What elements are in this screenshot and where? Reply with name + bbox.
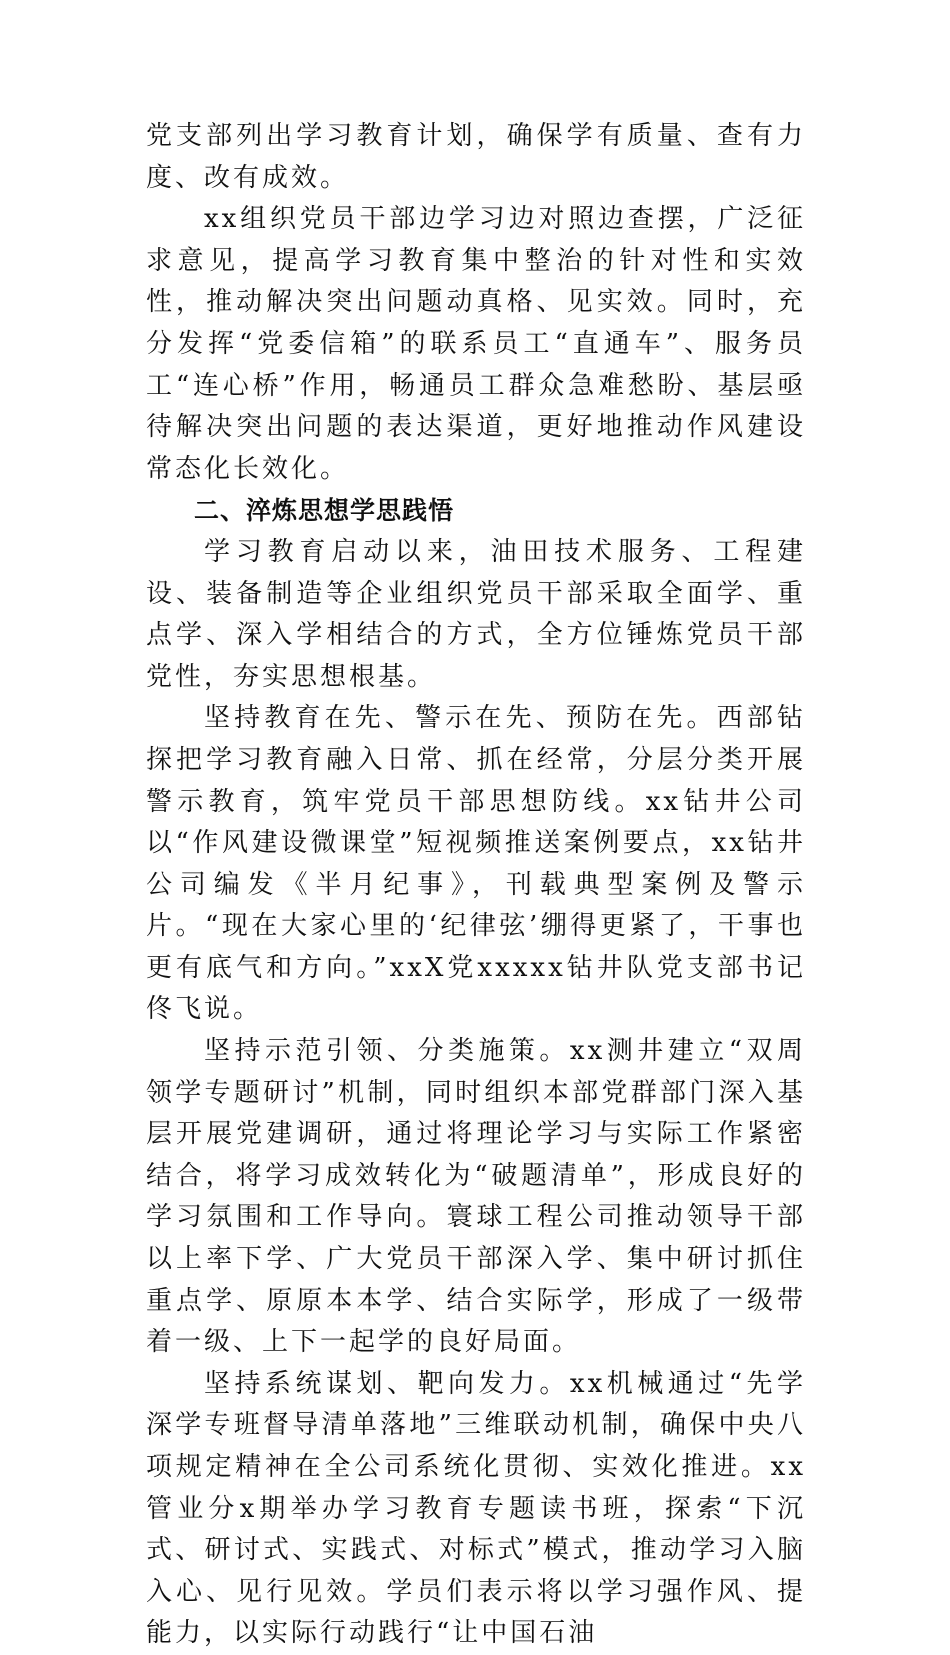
section-heading: 二、淬炼思想学思践悟 bbox=[194, 496, 455, 526]
paragraph: xx组织党员干部边学习边对照边查摆，广泛征求意见，提高学习教育集中整治的针对性和实效性，推动解决突出问题动真格、见实效。同时，充分发挥“党委信箱”的联系员工“直通车”、服务员工“连心桥”作用，畅通员工群众急难愁盼、基层亟待解决突出问题的表达渠道，更好地推动作风建设常态化长效化。 bbox=[146, 204, 806, 484]
paragraph: 学习教育启动以来，油田技术服务、工程建设、装备制造等企业组织党员干部采取全面学、重点学、深入学相结合的方式，全方位锤炼党员干部党性，夯实思想根基。 bbox=[146, 536, 806, 692]
paragraph: 坚持示范引领、分类施策。xx测井建立“双周领学专题研讨”机制，同时组织本部党群部门深入基层开展党建调研，通过将理论学习与实际工作紧密结合，将学习成效转化为“破题清单”，形成良好的学习氛围和工作导向。寰球工程公司推动领导干部以上率下学、广大党员干部深入学、集中研讨抓住重点学、原原本本学、结合实际学，形成了一级带着一级、上下一起学的良好局面。 bbox=[146, 1036, 806, 1358]
paragraph: 坚持系统谋划、靶向发力。xx机械通过“先学深学专班督导清单落地”三维联动机制，确保中央八项规定精神在全公司系统化贯彻、实效化推进。xx管业分x期举办学习教育专题读书班，探索“下沉式、研讨式、实践式、对标式”模式，推动学习入脑入心、见行见效。学员们表示将以学习强作风、提能力，以实际行动践行“让中国石油 bbox=[146, 1368, 806, 1649]
paragraph: 坚持教育在先、警示在先、预防在先。西部钻探把学习教育融入日常、抓在经常，分层分类开展警示教育，筑牢党员干部思想防线。xx钻井公司以“作风建设微课堂”短视频推送案例要点，xx钻井公司编发《半月纪事》，刊载典型案例及警示片。“现在大家心里的‘纪律弦’绷得更紧了，干事也更有底气和方向。”xxX党xxxxx钻井队党支部书记佟飞说。 bbox=[146, 703, 806, 1025]
document-body bbox=[146, 116, 806, 1655]
paragraph-continuation: 党支部列出学习教育计划，确保学有质量、查有力度、改有成效。 bbox=[146, 121, 806, 193]
